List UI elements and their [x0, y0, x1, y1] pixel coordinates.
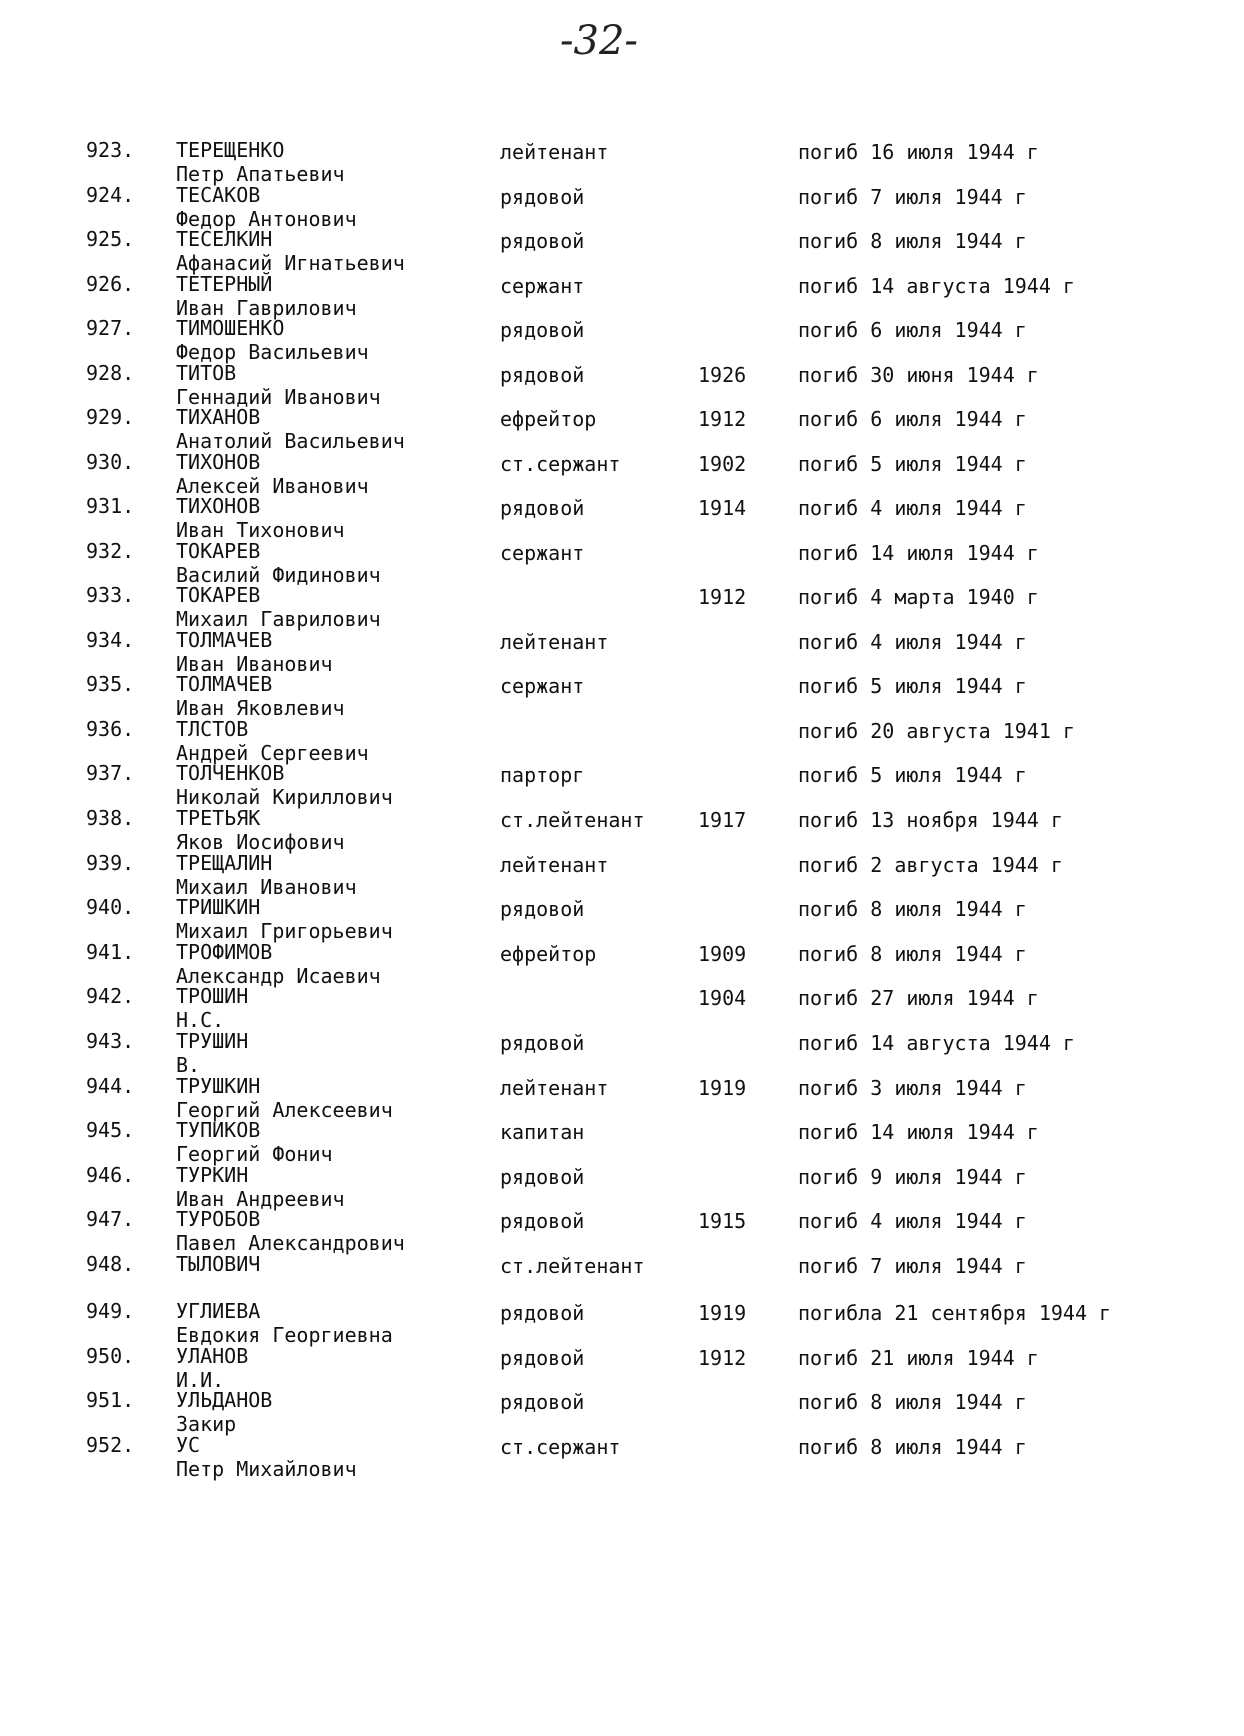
entry-number: 950. [86, 1344, 135, 1368]
entry-surname: ТЛСТОВ [176, 717, 249, 741]
entry-given-names: Петр Апатьевич [176, 162, 345, 186]
entry-number: 923. [86, 138, 135, 162]
entry-number: 935. [86, 672, 135, 696]
entry-number: 928. [86, 361, 135, 385]
entry-surname: ТУПИКОВ [176, 1118, 261, 1142]
entry-rank: лейтенант [500, 1076, 609, 1100]
entry-given-names: Михаил Иванович [176, 875, 357, 899]
entry-rank: рядовой [500, 185, 585, 209]
entry-given-names: Михаил Гаврилович [176, 607, 381, 631]
entry-death-date: погиб 8 июля 1944 г [798, 1390, 1027, 1414]
entry-given-names: Анатолий Васильевич [176, 429, 405, 453]
entry-rank: ст.сержант [500, 1435, 621, 1459]
entry-given-names: Федор Васильевич [176, 340, 369, 364]
entry-rank: ст.лейтенант [500, 1254, 645, 1278]
entry-surname: ТУРОБОВ [176, 1207, 261, 1231]
entry-given-names: Евдокия Георгиевна [176, 1323, 393, 1347]
entry-rank: лейтенант [500, 140, 609, 164]
list-entry [0, 1433, 1244, 1482]
list-entry [0, 450, 1244, 499]
entry-death-date: погиб 14 июля 1944 г [798, 1120, 1039, 1144]
entry-given-names: Георгий Алексеевич [176, 1098, 393, 1122]
entry-given-names: Федор Антонович [176, 207, 357, 231]
list-entry [0, 405, 1244, 454]
list-entry [0, 1163, 1244, 1212]
entry-given-names: Афанасий Игнатьевич [176, 251, 405, 275]
list-entry [0, 1252, 1244, 1301]
entry-surname: ТРУШИН [176, 1029, 249, 1053]
entry-given-names: Иван Андреевич [176, 1187, 345, 1211]
entry-death-date: погиб 6 июля 1944 г [798, 407, 1027, 431]
entry-number: 931. [86, 494, 135, 518]
entry-number: 947. [86, 1207, 135, 1231]
entry-number: 938. [86, 806, 135, 830]
entry-number: 926. [86, 272, 135, 296]
entry-rank: капитан [500, 1120, 585, 1144]
list-entry [0, 1118, 1244, 1167]
entry-given-names: Андрей Сергеевич [176, 741, 369, 765]
entry-number: 932. [86, 539, 135, 563]
entry-birth-year: 1902 [698, 452, 747, 476]
entry-surname: ТОЛЧЕНКОВ [176, 761, 285, 785]
entry-death-date: погиб 2 августа 1944 г [798, 853, 1063, 877]
entry-rank: рядовой [500, 1346, 585, 1370]
list-entry [0, 895, 1244, 944]
entry-number: 948. [86, 1252, 135, 1276]
entry-given-names: Яков Иосифович [176, 830, 345, 854]
entry-surname: ТЫЛОВИЧ [176, 1252, 261, 1276]
entry-death-date: погиб 3 июля 1944 г [798, 1076, 1027, 1100]
entry-rank: сержант [500, 541, 585, 565]
list-entry [0, 717, 1244, 766]
entry-surname: ТУРКИН [176, 1163, 249, 1187]
entry-death-date: погиб 4 июля 1944 г [798, 496, 1027, 520]
entry-given-names: Иван Яковлевич [176, 696, 345, 720]
entry-given-names: Иван Тихонович [176, 518, 345, 542]
entry-surname: ТИХОНОВ [176, 450, 261, 474]
entry-surname: ТРУШКИН [176, 1074, 261, 1098]
entry-surname: ТЕСАКОВ [176, 183, 261, 207]
entry-death-date: погиб 14 июля 1944 г [798, 541, 1039, 565]
list-entry [0, 316, 1244, 365]
entry-birth-year: 1919 [698, 1301, 747, 1325]
entry-death-date: погиб 7 июля 1944 г [798, 1254, 1027, 1278]
entry-rank: ефрейтор [500, 942, 597, 966]
entry-death-date: погиб 4 июля 1944 г [798, 1209, 1027, 1233]
list-entry [0, 583, 1244, 632]
entry-death-date: погиб 5 июля 1944 г [798, 674, 1027, 698]
list-entry [0, 1344, 1244, 1393]
entry-rank: рядовой [500, 897, 585, 921]
entry-number: 941. [86, 940, 135, 964]
page-number: -32- [560, 18, 638, 64]
entry-surname: УС [176, 1433, 201, 1457]
entry-number: 939. [86, 851, 135, 875]
entry-number: 944. [86, 1074, 135, 1098]
entry-death-date: погиб 6 июля 1944 г [798, 318, 1027, 342]
entry-number: 933. [86, 583, 135, 607]
entry-birth-year: 1912 [698, 585, 747, 609]
list-entry [0, 272, 1244, 321]
entry-rank: ст.сержант [500, 452, 621, 476]
entry-given-names: Иван Гаврилович [176, 296, 357, 320]
entry-surname: ТОЛМАЧЕВ [176, 672, 273, 696]
entry-rank: рядовой [500, 1031, 585, 1055]
list-entry [0, 1299, 1244, 1348]
entry-given-names: Павел Александрович [176, 1231, 405, 1255]
entry-death-date: погиб 4 марта 1940 г [798, 585, 1039, 609]
list-entry [0, 940, 1244, 989]
entry-rank: рядовой [500, 1209, 585, 1233]
entry-death-date: погиб 14 августа 1944 г [798, 274, 1075, 298]
entry-surname: ТЕРЕЩЕНКО [176, 138, 285, 162]
entry-surname: ТИМОШЕНКО [176, 316, 285, 340]
entry-death-date: погиб 5 июля 1944 г [798, 763, 1027, 787]
entry-rank: сержант [500, 274, 585, 298]
entry-death-date: погиб 8 июля 1944 г [798, 229, 1027, 253]
entry-rank: лейтенант [500, 630, 609, 654]
entry-number: 924. [86, 183, 135, 207]
entry-death-date: погиб 8 июля 1944 г [798, 897, 1027, 921]
entry-death-date: погибла 21 сентября 1944 г [798, 1301, 1112, 1325]
entry-number: 942. [86, 984, 135, 1008]
entry-number: 945. [86, 1118, 135, 1142]
entry-number: 925. [86, 227, 135, 251]
list-entry [0, 227, 1244, 276]
entry-death-date: погиб 5 июля 1944 г [798, 452, 1027, 476]
entry-surname: УГЛИЕВА [176, 1299, 261, 1323]
entry-death-date: погиб 4 июля 1944 г [798, 630, 1027, 654]
entry-surname: ТРЕТЬЯК [176, 806, 261, 830]
entry-surname: ТИТОВ [176, 361, 237, 385]
entry-given-names: Алексей Иванович [176, 474, 369, 498]
entry-given-names: Н.С. [176, 1008, 225, 1032]
entry-given-names: Михаил Григорьевич [176, 919, 393, 943]
entry-rank: лейтенант [500, 853, 609, 877]
list-entry [0, 1207, 1244, 1256]
entry-surname: УЛЬДАНОВ [176, 1388, 273, 1412]
entry-surname: ТЕСЕЛКИН [176, 227, 273, 251]
list-entry [0, 1074, 1244, 1123]
entry-rank: рядовой [500, 496, 585, 520]
entry-given-names: Василий Фидинович [176, 563, 381, 587]
entry-birth-year: 1919 [698, 1076, 747, 1100]
entry-given-names: И.И. [176, 1368, 225, 1392]
list-entry [0, 851, 1244, 900]
entry-death-date: погиб 21 июля 1944 г [798, 1346, 1039, 1370]
entry-number: 952. [86, 1433, 135, 1457]
entry-birth-year: 1909 [698, 942, 747, 966]
entry-surname: ТЕТЕРНЫЙ [176, 272, 273, 296]
list-entry [0, 1388, 1244, 1437]
entry-number: 929. [86, 405, 135, 429]
entry-birth-year: 1912 [698, 1346, 747, 1370]
entry-given-names: Закир [176, 1412, 237, 1436]
entry-birth-year: 1912 [698, 407, 747, 431]
entry-number: 951. [86, 1388, 135, 1412]
entry-death-date: погиб 13 ноября 1944 г [798, 808, 1063, 832]
entry-surname: ТОКАРЕВ [176, 583, 261, 607]
entry-rank: рядовой [500, 1165, 585, 1189]
entry-rank: рядовой [500, 1390, 585, 1414]
entry-number: 934. [86, 628, 135, 652]
entry-birth-year: 1915 [698, 1209, 747, 1233]
entry-death-date: погиб 7 июля 1944 г [798, 185, 1027, 209]
entry-number: 927. [86, 316, 135, 340]
entry-given-names: Геннадий Иванович [176, 385, 381, 409]
list-entry [0, 138, 1244, 187]
list-entry [0, 984, 1244, 1033]
entry-surname: ТОЛМАЧЕВ [176, 628, 273, 652]
list-entry [0, 183, 1244, 232]
entry-rank: ст.лейтенант [500, 808, 645, 832]
entry-given-names: Александр Исаевич [176, 964, 381, 988]
list-entry [0, 672, 1244, 721]
entry-given-names: В. [176, 1053, 201, 1077]
entry-rank: сержант [500, 674, 585, 698]
list-entry [0, 806, 1244, 855]
entry-surname: ТИХАНОВ [176, 405, 261, 429]
entry-rank: парторг [500, 763, 585, 787]
entry-given-names: Георгий Фонич [176, 1142, 333, 1166]
entry-given-names: Николай Кириллович [176, 785, 393, 809]
entry-death-date: погиб 20 августа 1941 г [798, 719, 1075, 743]
entry-given-names: Иван Иванович [176, 652, 333, 676]
list-entry [0, 761, 1244, 810]
entry-birth-year: 1914 [698, 496, 747, 520]
entry-surname: ТРОФИМОВ [176, 940, 273, 964]
entry-number: 943. [86, 1029, 135, 1053]
entry-birth-year: 1904 [698, 986, 747, 1010]
entry-death-date: погиб 27 июля 1944 г [798, 986, 1039, 1010]
entry-rank: рядовой [500, 1301, 585, 1325]
list-entry [0, 1029, 1244, 1078]
entry-number: 936. [86, 717, 135, 741]
entry-surname: ТРОШИН [176, 984, 249, 1008]
entry-number: 937. [86, 761, 135, 785]
entry-surname: ТРЕЩАЛИН [176, 851, 273, 875]
entry-death-date: погиб 14 августа 1944 г [798, 1031, 1075, 1055]
entry-surname: ТОКАРЕВ [176, 539, 261, 563]
entry-number: 940. [86, 895, 135, 919]
entry-death-date: погиб 8 июля 1944 г [798, 1435, 1027, 1459]
list-entry [0, 361, 1244, 410]
entry-rank: рядовой [500, 318, 585, 342]
list-entry [0, 539, 1244, 588]
entry-rank: рядовой [500, 229, 585, 253]
entry-death-date: погиб 9 июля 1944 г [798, 1165, 1027, 1189]
entry-rank: ефрейтор [500, 407, 597, 431]
entry-death-date: погиб 16 июля 1944 г [798, 140, 1039, 164]
entry-surname: ТИХОНОВ [176, 494, 261, 518]
list-entry [0, 628, 1244, 677]
list-entry [0, 494, 1244, 543]
entry-rank: рядовой [500, 363, 585, 387]
entry-number: 949. [86, 1299, 135, 1323]
entry-death-date: погиб 8 июля 1944 г [798, 942, 1027, 966]
entry-death-date: погиб 30 июня 1944 г [798, 363, 1039, 387]
entry-number: 946. [86, 1163, 135, 1187]
entry-number: 930. [86, 450, 135, 474]
entry-surname: ТРИШКИН [176, 895, 261, 919]
entry-surname: УЛАНОВ [176, 1344, 249, 1368]
entry-given-names: Петр Михайлович [176, 1457, 357, 1481]
entry-birth-year: 1917 [698, 808, 747, 832]
entry-birth-year: 1926 [698, 363, 747, 387]
